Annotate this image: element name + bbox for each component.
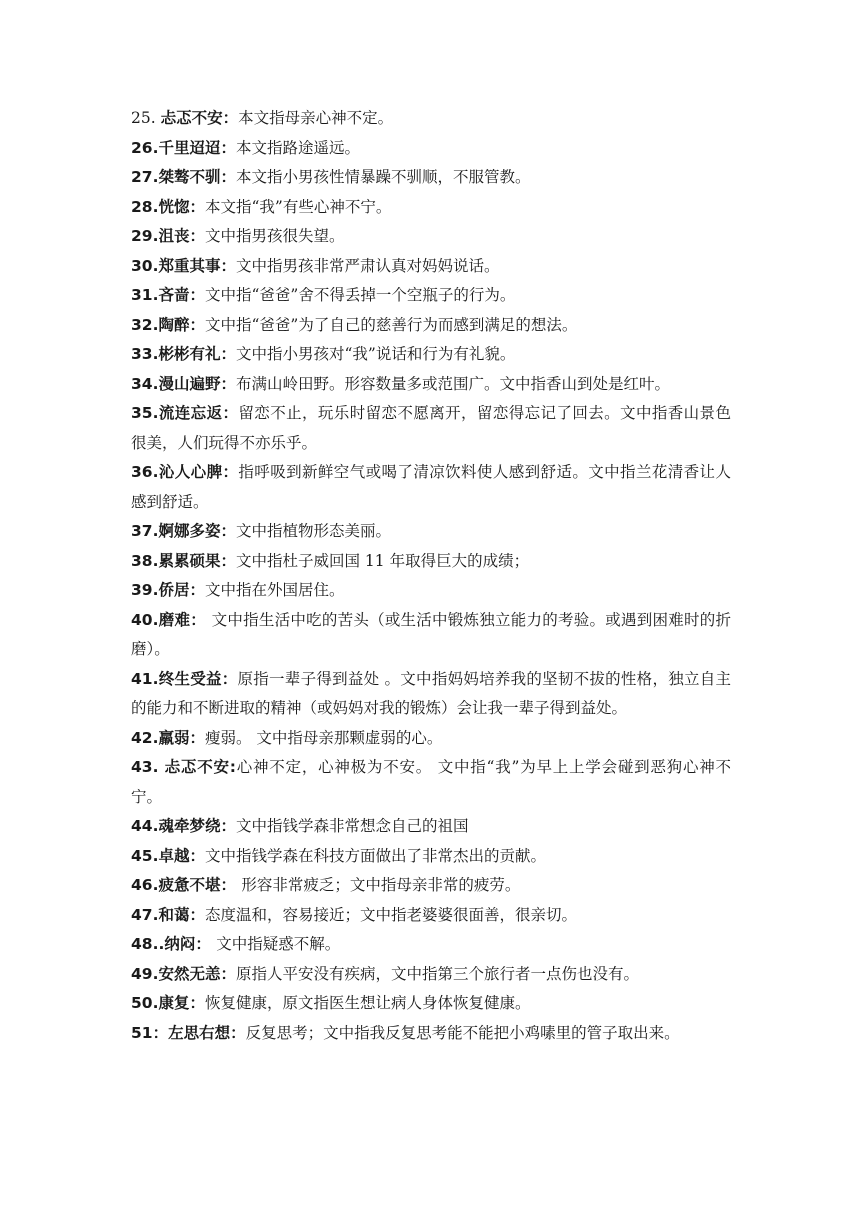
entry-term: 终生受益 — [158, 669, 222, 688]
entry-number: 43. — [131, 758, 165, 776]
entry-term: 羸弱 — [158, 728, 190, 747]
vocab-entry — [131, 134, 731, 164]
entry-number: 34. — [131, 374, 159, 393]
entry-definition: 布满山岭田野。形容数量多或范围广。文中指香山到处是红叶。 — [236, 374, 671, 393]
vocab-entry — [131, 871, 731, 901]
entry-definition: 心神不定，心神极为不安。 文中指“我”为早上上学会碰到恶狗心神不宁。 — [131, 758, 732, 806]
entry-number: 51： — [131, 1023, 169, 1042]
entry-number: 50. — [131, 994, 159, 1012]
vocab-entry — [131, 517, 731, 547]
entry-definition: 文中指钱学森在科技方面做出了非常杰出的贡献。 — [205, 846, 547, 865]
entry-definition: 形容非常疲乏；文中指母亲非常的疲劳。 — [241, 876, 521, 894]
entry-number: 38. — [131, 551, 159, 570]
vocab-entry — [131, 753, 731, 812]
entry-definition: 文中指“爸爸”为了自己的慈善行为而感到满足的想法。 — [205, 315, 578, 334]
entry-separator: ： — [189, 905, 205, 924]
vocab-entry — [131, 458, 731, 517]
entry-number: 42. — [131, 728, 159, 747]
entry-number: 26. — [131, 138, 159, 157]
entry-separator: ： — [220, 374, 236, 393]
entry-separator: ： — [189, 728, 205, 747]
entry-definition: 指呼吸到新鲜空气或喝了清凉饮料使人感到舒适。文中指兰花清香让人感到舒适。 — [131, 463, 731, 511]
entry-separator: ： — [220, 817, 236, 835]
vocab-entry — [131, 370, 731, 400]
entry-number: 33. — [131, 345, 159, 363]
vocab-entry — [131, 222, 731, 252]
entry-term: 婀娜多姿 — [158, 522, 221, 540]
entry-definition: 原指人平安没有疾病，文中指第三个旅行者一点伤也没有。 — [236, 964, 640, 983]
entry-term: 漫山遍野 — [158, 374, 221, 393]
entry-separator: ： — [220, 876, 242, 894]
entry-term: 侨居 — [158, 581, 190, 599]
entry-definition: 文中指在外国居住。 — [205, 581, 345, 599]
entry-term: 彬彬有礼 — [158, 345, 221, 363]
vocab-entry — [131, 104, 731, 134]
entry-separator: ： — [222, 109, 239, 127]
entry-definition: 原指一辈子得到益处 。文中指妈妈培养我的坚韧不拔的性格，独立自主的能力和不断进取的精神（或妈妈对我的锻炼）会让我一辈子得到益处。 — [131, 669, 731, 717]
entry-definition: 文中指男孩非常严肃认真对妈妈说话。 — [236, 256, 500, 275]
entry-term: 疲惫不堪 — [158, 876, 221, 894]
entry-term: 忐忑不安 — [164, 758, 230, 776]
vocab-entry — [131, 960, 731, 990]
entry-definition: 本文指小男孩性情暴躁不驯顺，不服管教。 — [236, 168, 531, 186]
entry-definition: 文中指小男孩对“我”说话和行为有礼貌。 — [236, 345, 516, 363]
entry-definition: 文中指钱学森非常想念自己的祖国 — [236, 817, 469, 835]
entry-number: 48.. — [131, 935, 165, 953]
document-page — [131, 104, 731, 1048]
entry-term: 千里迢迢 — [158, 138, 221, 157]
vocab-entry — [131, 930, 731, 960]
vocab-entry — [131, 311, 731, 341]
entry-number: 41. — [131, 669, 159, 688]
entry-number: 46. — [131, 876, 159, 894]
entry-term: 左思右想 — [168, 1023, 231, 1042]
entry-term: 磨难 — [158, 610, 191, 629]
entry-separator: ： — [195, 935, 217, 953]
entry-term: 纳闷 — [164, 935, 196, 953]
entry-separator: ： — [220, 168, 236, 186]
vocab-entry — [131, 989, 731, 1019]
entry-number: 31. — [131, 286, 159, 304]
entry-separator: ： — [220, 345, 236, 363]
entry-separator: : — [229, 758, 236, 776]
entry-number: 25. — [131, 109, 161, 127]
entry-definition: 反复思考；文中指我反复思考能不能把小鸡嗉里的管子取出来。 — [245, 1023, 680, 1042]
entry-term: 沮丧 — [158, 227, 190, 245]
entry-number: 49. — [131, 964, 159, 983]
entry-number: 36. — [131, 463, 159, 481]
entry-definition: 留恋不止，玩乐时留恋不愿离开，留恋得忘记了回去。文中指香山景色很美，人们玩得不亦乐乎。 — [131, 404, 731, 452]
entry-definition: 文中指“爸爸”舍不得丢掉一个空瓶子的行为。 — [205, 286, 516, 304]
entry-separator: ： — [189, 197, 205, 216]
entry-definition: 文中指植物形态美丽。 — [236, 522, 392, 540]
vocab-entry — [131, 163, 731, 193]
vocab-entry — [131, 842, 731, 872]
entry-number: 44. — [131, 817, 159, 835]
entry-definition: 文中指杜子威回国 11 年取得巨大的成绩； — [236, 551, 530, 570]
vocab-entry — [131, 193, 731, 223]
entry-definition: 态度温和，容易接近；文中指老婆婆很面善，很亲切。 — [205, 905, 578, 924]
entry-term: 累累硕果 — [158, 551, 221, 570]
entry-number: 47. — [131, 905, 159, 924]
entry-term: 康复 — [158, 994, 190, 1012]
vocab-entry — [131, 576, 731, 606]
entry-separator: ： — [190, 610, 212, 629]
entry-term: 吝啬 — [158, 286, 190, 304]
entry-separator: ： — [222, 463, 239, 481]
entry-definition: 本文指路途遥远。 — [236, 138, 361, 157]
vocab-entry — [131, 1019, 731, 1049]
entry-number: 30. — [131, 256, 159, 275]
entry-number: 28. — [131, 197, 159, 216]
entry-term: 流连忘返 — [158, 404, 223, 422]
entry-separator: ： — [222, 404, 239, 422]
entry-separator: ： — [220, 551, 236, 570]
entry-separator: ： — [220, 256, 236, 275]
entry-term: 桀骜不驯 — [158, 168, 221, 186]
vocab-entry — [131, 547, 731, 577]
entry-number: 37. — [131, 522, 159, 540]
entry-separator: ： — [189, 286, 205, 304]
vocab-entry — [131, 606, 731, 665]
entry-definition: 恢复健康，原文指医生想让病人身体恢复健康。 — [205, 994, 531, 1012]
entry-number: 27. — [131, 168, 159, 186]
entry-definition: 瘦弱。 文中指母亲那颗虚弱的心。 — [205, 728, 443, 747]
entry-term: 安然无恙 — [158, 964, 221, 983]
entry-term: 陶醉 — [158, 315, 190, 334]
entry-separator: ： — [189, 227, 205, 245]
entry-number: 32. — [131, 315, 159, 334]
entry-separator: ： — [189, 581, 205, 599]
entry-separator: ： — [220, 522, 236, 540]
entry-term: 忐忑不安 — [160, 109, 223, 127]
vocab-entry — [131, 665, 731, 724]
entry-separator: ： — [189, 846, 205, 865]
entry-number: 29. — [131, 227, 159, 245]
entry-definition: 文中指男孩很失望。 — [205, 227, 345, 245]
entry-definition: 本文指“我”有些心神不宁。 — [205, 197, 392, 216]
entry-definition: 文中指疑惑不解。 — [216, 935, 341, 953]
entry-separator: ： — [221, 669, 238, 688]
vocab-entry — [131, 252, 731, 282]
entry-separator: ： — [189, 315, 205, 334]
vocab-entry — [131, 281, 731, 311]
entry-term: 沁人心脾 — [158, 463, 223, 481]
entry-definition: 文中指生活中吃的苦头（或生活中锻炼独立能力的考验。或遇到困难时的折磨）。 — [131, 610, 731, 658]
entry-separator: ： — [230, 1023, 246, 1042]
vocab-entry — [131, 340, 731, 370]
vocab-entry — [131, 399, 731, 458]
entry-term: 恍惚 — [158, 197, 190, 216]
entry-number: 39. — [131, 581, 159, 599]
vocab-entry — [131, 724, 731, 754]
entry-term: 郑重其事 — [158, 256, 221, 275]
entry-term: 和蔼 — [158, 905, 190, 924]
entry-separator: ： — [220, 138, 236, 157]
entry-number: 40. — [131, 610, 159, 629]
vocab-entry — [131, 812, 731, 842]
entry-term: 魂牵梦绕 — [158, 817, 221, 835]
entry-number: 35. — [131, 404, 159, 422]
entry-number: 45. — [131, 846, 159, 865]
entry-term: 卓越 — [158, 846, 190, 865]
entry-definition: 本文指母亲心神不定。 — [238, 109, 394, 127]
vocab-entry — [131, 901, 731, 931]
entry-separator: ： — [189, 994, 205, 1012]
entry-separator: ： — [220, 964, 236, 983]
